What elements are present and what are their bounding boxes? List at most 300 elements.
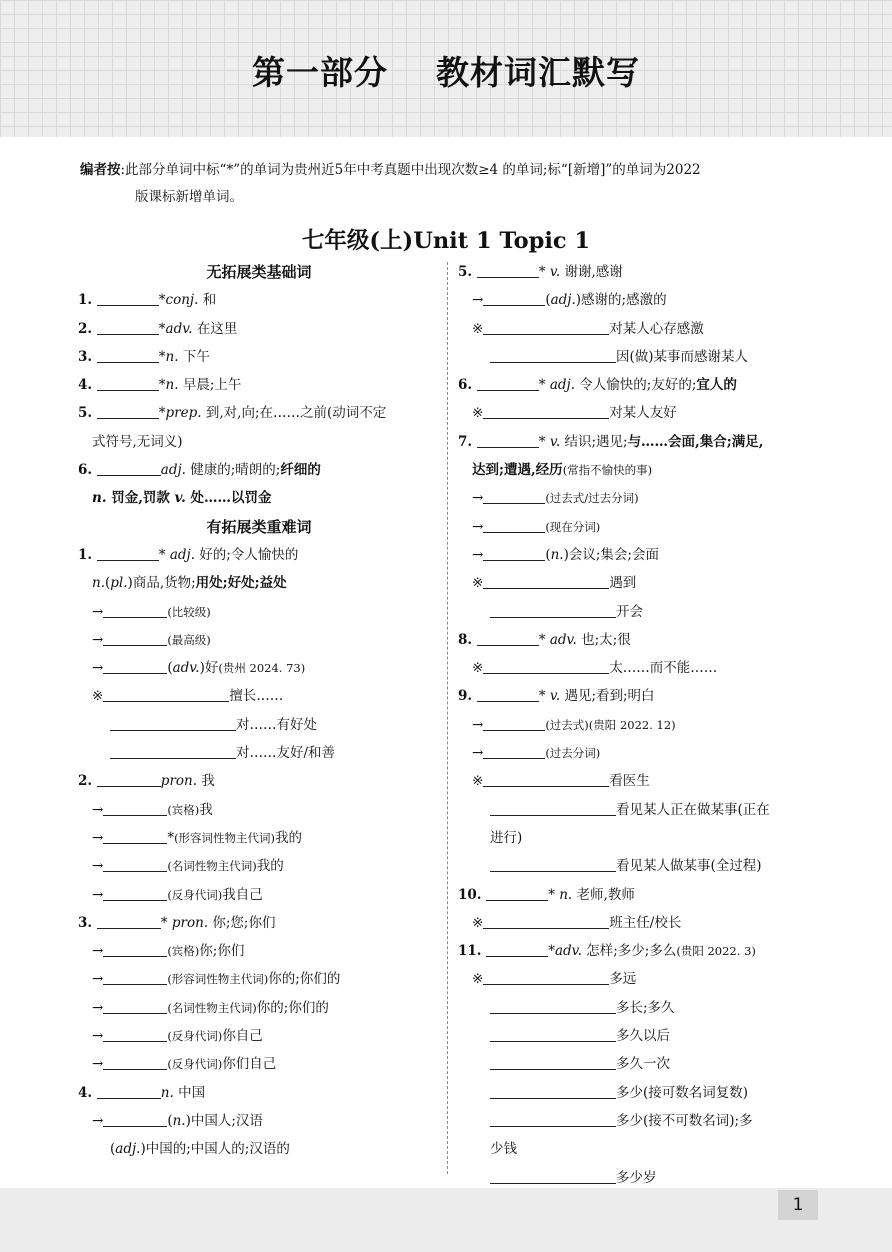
vocab-row	[458, 456, 820, 484]
vocab-text: *	[538, 433, 550, 450]
vocab-row	[458, 682, 820, 710]
answer-blank	[103, 998, 167, 1014]
vocab-row	[458, 428, 820, 456]
vocab-text: 班主任/校长	[609, 914, 682, 931]
answer-blank	[483, 403, 609, 419]
answer-blank	[477, 686, 539, 702]
vocab-text: 看见某人做某事(全过程)	[616, 858, 762, 875]
vocab-row	[78, 796, 440, 824]
vocab-row	[458, 1135, 820, 1163]
vocab-row	[78, 598, 440, 626]
answer-blank	[103, 828, 167, 844]
vocab-text: 我自己	[222, 886, 263, 903]
vocab-text: n.	[550, 546, 564, 563]
answer-blank	[490, 998, 616, 1014]
vocab-text: (宾格)	[167, 802, 200, 817]
vocab-text: 对某人友好	[609, 405, 677, 422]
vocab-row	[78, 682, 440, 710]
vocab-text: adj.	[549, 377, 576, 394]
vocab-text: *	[158, 546, 170, 563]
vocab-text: 纤细的	[280, 462, 321, 479]
vocab-text: 到,对,向;在……之前(动词不定	[201, 405, 387, 422]
vocab-text: 令人愉快的;友好的;	[575, 377, 697, 394]
vocab-text: 也;太;很	[576, 631, 631, 648]
vocab-text: 你;您;你们	[208, 914, 276, 931]
vocab-text: 好的;令人愉快的	[195, 546, 299, 563]
answer-blank	[483, 743, 545, 759]
vocab-row	[78, 286, 440, 314]
answer-blank	[97, 913, 161, 929]
vocab-text: 多长;多久	[616, 999, 675, 1016]
vocab-text: ※	[92, 688, 104, 705]
vocab-text: →	[472, 716, 484, 733]
vocab-text: 多少(接可数名词复数)	[616, 1084, 749, 1101]
answer-blank	[483, 913, 609, 929]
answer-blank	[103, 686, 229, 702]
answer-blank	[490, 1083, 616, 1099]
vocab-text: 多少(接不可数名词);多	[616, 1112, 753, 1129]
answer-blank	[103, 800, 167, 816]
vocab-text: adj.	[160, 462, 186, 479]
vocab-text: (贵阳 2022. 12)	[588, 717, 676, 732]
answer-blank	[483, 771, 609, 787]
vocab-text: 结识;遇见;	[560, 433, 628, 450]
vocab-text: v.	[549, 688, 561, 705]
answer-blank	[490, 1054, 616, 1070]
vocab-row	[458, 258, 820, 286]
part-label: 第一部分	[252, 53, 388, 92]
vocab-text: *	[538, 377, 550, 394]
vocab-row	[78, 315, 440, 343]
vocab-row	[458, 286, 820, 314]
vocab-text: 老师,教师	[572, 886, 635, 903]
vocab-text: 3.	[78, 914, 97, 931]
vocab-row	[458, 824, 820, 852]
vocab-text: (过去式)	[545, 717, 589, 732]
vocab-text: *	[158, 320, 166, 337]
vocab-text: →	[92, 971, 104, 988]
vocab-text: 我	[199, 801, 213, 818]
vocab-text: 太……而不能……	[609, 660, 718, 677]
vocab-text: (	[167, 660, 173, 677]
answer-blank	[490, 1168, 616, 1184]
vocab-text: (常指不愉快的事)	[562, 463, 653, 478]
vocab-row	[78, 541, 440, 569]
vocab-text: ※	[472, 320, 484, 337]
right-column	[458, 258, 820, 1192]
answer-blank	[103, 1054, 167, 1070]
vocab-row	[458, 1050, 820, 1078]
vocab-row	[458, 994, 820, 1022]
vocab-row	[78, 711, 440, 739]
vocab-text: 早晨;上午	[178, 377, 242, 394]
vocab-text: 2.	[78, 773, 97, 790]
vocab-row	[458, 484, 820, 512]
vocab-text: 看见某人正在做某事(正在	[616, 801, 770, 818]
vocab-row	[78, 937, 440, 965]
vocab-row	[458, 541, 820, 569]
vocab-text: (名词性物主代词)	[167, 1000, 257, 1015]
vocab-row	[458, 767, 820, 795]
vocab-text: v.	[549, 433, 561, 450]
vocab-text: 用处;好处;益处	[195, 575, 287, 592]
vocab-text: )	[177, 433, 183, 450]
vocab-text: *	[548, 886, 560, 903]
vocab-text: (反身代词)	[167, 887, 223, 902]
answer-blank	[97, 375, 159, 391]
vocab-row	[458, 343, 820, 371]
vocab-row	[78, 484, 440, 512]
answer-blank	[110, 743, 236, 759]
note-label: 编者按	[80, 162, 121, 178]
vocab-text: →	[92, 631, 104, 648]
vocab-text: )中国人;汉语	[185, 1112, 263, 1129]
vocab-text: *	[158, 292, 166, 309]
part-name: 教材词汇默写	[436, 53, 640, 92]
vocab-text: *	[538, 631, 550, 648]
vocab-text: (过去式/过去分词)	[545, 491, 639, 506]
vocab-row	[458, 399, 820, 427]
answer-blank	[483, 545, 545, 561]
vocab-text: 9.	[458, 688, 477, 705]
vocab-text: 开会	[616, 603, 643, 620]
vocab-text: →	[92, 943, 104, 960]
vocab-row	[458, 315, 820, 343]
vocab-row	[458, 1079, 820, 1107]
vocab-text: n.	[165, 377, 179, 394]
vocab-text: ※	[472, 575, 484, 592]
vocab-text: (	[105, 575, 111, 592]
vocab-row	[78, 881, 440, 909]
vocab-row	[78, 654, 440, 682]
vocab-row	[458, 598, 820, 626]
answer-blank	[486, 941, 548, 957]
vocab-text: ※	[472, 405, 484, 422]
vocab-text: conj.	[165, 292, 199, 309]
vocab-row	[458, 909, 820, 937]
vocab-text: 5.	[78, 405, 97, 422]
vocab-text: (最高级)	[167, 632, 211, 647]
vocab-text: →	[92, 829, 104, 846]
vocab-text: adj.	[169, 546, 196, 563]
answer-blank	[97, 545, 159, 561]
vocab-text: 与……会面,集合;满足,	[627, 433, 764, 450]
vocab-text: 进行)	[490, 829, 523, 846]
answer-blank	[103, 630, 167, 646]
vocab-text: 4.	[78, 1084, 97, 1101]
vocab-text: 我的	[256, 858, 284, 875]
answer-blank	[483, 715, 545, 731]
vocab-text: →	[472, 518, 484, 535]
vocab-row	[458, 371, 820, 399]
vocab-text: (比较级)	[167, 604, 211, 619]
vocab-text: →	[92, 1028, 104, 1045]
vocab-text: (贵阳 2022. 3)	[676, 944, 756, 959]
vocab-text: 你自己	[222, 1028, 263, 1045]
page-footer-band	[0, 1188, 892, 1252]
vocab-text: ※	[472, 914, 484, 931]
vocab-row	[78, 569, 440, 597]
vocab-row	[458, 569, 820, 597]
vocab-text: (反身代词)	[167, 1029, 223, 1044]
vocab-text: 3.	[78, 348, 97, 365]
vocab-row	[458, 881, 820, 909]
answer-blank	[477, 432, 539, 448]
answer-blank	[490, 347, 616, 363]
vocab-row	[78, 1079, 440, 1107]
vocab-text: *	[158, 348, 166, 365]
vocab-row	[78, 994, 440, 1022]
vocab-text: prep.	[165, 405, 202, 422]
vocab-text: (宾格)	[167, 944, 200, 959]
vocab-text: adv.	[172, 660, 200, 677]
vocab-text: 少钱	[490, 1141, 517, 1158]
answer-blank	[490, 602, 616, 618]
answer-blank	[97, 290, 159, 306]
vocab-text: →	[472, 292, 484, 309]
answer-blank	[97, 460, 161, 476]
vocab-text: (	[545, 292, 551, 309]
vocab-text: 对……友好/和善	[236, 745, 336, 762]
vocab-text: )感谢的;感激的	[575, 292, 667, 309]
vocab-text: 达到;遭遇,经历	[472, 462, 563, 479]
left-column	[78, 258, 440, 1164]
vocab-text: →	[92, 801, 104, 818]
vocab-text: ※	[472, 773, 484, 790]
page-title	[0, 48, 892, 98]
vocab-row	[78, 739, 440, 767]
answer-blank	[103, 885, 167, 901]
vocab-text: *	[160, 914, 172, 931]
vocab-text: 怎样;多少;多么	[581, 943, 677, 960]
vocab-row	[78, 852, 440, 880]
vocab-text: (	[545, 546, 551, 563]
vocab-text: 1.	[78, 292, 97, 309]
vocab-text: →	[92, 999, 104, 1016]
vocab-row	[78, 626, 440, 654]
vocab-text: n.	[160, 1084, 174, 1101]
vocab-text: (贵州 2024. 73)	[218, 661, 306, 676]
vocab-text: 多久以后	[616, 1028, 670, 1045]
answer-blank	[483, 969, 609, 985]
note-line-2: 版课标新增单词。	[135, 189, 243, 205]
vocab-text: 2.	[78, 320, 97, 337]
vocab-row	[78, 428, 440, 456]
vocab-text: 式符号,无词义	[92, 433, 178, 450]
vocab-text: 因(做)某事而感谢某人	[616, 348, 749, 365]
answer-blank	[490, 1026, 616, 1042]
vocab-row	[78, 824, 440, 852]
vocab-text: )好	[199, 660, 219, 677]
vocab-text: 处……以罚金	[185, 490, 272, 507]
answer-blank	[477, 375, 539, 391]
vocab-text: →	[472, 546, 484, 563]
vocab-text: →	[92, 660, 104, 677]
vocab-row	[458, 1107, 820, 1135]
vocab-text: 健康的;晴朗的;	[185, 462, 281, 479]
section-heading: 无拓展类基础词	[206, 263, 312, 281]
answer-blank	[483, 290, 545, 306]
vocab-row	[78, 371, 440, 399]
vocab-row	[458, 626, 820, 654]
vocab-row	[78, 399, 440, 427]
vocab-row	[458, 739, 820, 767]
vocab-text: (现在分词)	[545, 519, 601, 534]
vocab-text: *	[538, 264, 550, 280]
answer-blank	[97, 771, 161, 787]
vocab-text: 多久一次	[616, 1056, 670, 1073]
vocab-text: *	[158, 405, 166, 422]
vocab-text: pron.	[171, 914, 209, 931]
vocab-text: *	[548, 943, 555, 960]
vocab-text: adj.	[550, 292, 576, 309]
vocab-row	[78, 965, 440, 993]
vocab-text: 我的	[275, 829, 303, 846]
answer-blank	[490, 800, 616, 816]
answer-blank	[483, 658, 609, 674]
vocab-text: 罚金,罚款	[106, 490, 175, 507]
answer-blank	[477, 262, 539, 278]
vocab-row	[458, 1022, 820, 1050]
answer-blank	[103, 602, 167, 618]
vocab-text: →	[92, 1056, 104, 1073]
vocab-text: 多远	[609, 971, 637, 988]
vocab-row	[458, 711, 820, 739]
answer-blank	[103, 969, 167, 985]
vocab-text: 4.	[78, 377, 97, 394]
vocab-text: ※	[472, 660, 484, 677]
answer-blank	[483, 517, 545, 533]
answer-blank	[110, 715, 236, 731]
vocab-text: (	[167, 1112, 173, 1129]
answer-blank	[97, 319, 159, 335]
vocab-text: ※	[472, 971, 484, 988]
vocab-text: 中国	[173, 1084, 206, 1101]
vocab-text: adv.	[554, 943, 582, 960]
vocab-row	[78, 1022, 440, 1050]
vocab-text: )商品,货物;	[127, 575, 196, 592]
vocab-text: (形容词性物主代词)	[174, 830, 276, 845]
vocab-text: 遇见;看到;明白	[560, 688, 655, 705]
vocab-text: (过去分词)	[545, 746, 601, 761]
vocab-text: 10.	[458, 886, 487, 903]
column-divider	[447, 262, 448, 1174]
answer-blank	[103, 856, 167, 872]
note-line-1: :此部分单词中标“*”的单词为贵州近5年中考真题中出现次数≥4 的单词;标“[新增]”的单词为2022	[120, 162, 701, 178]
vocab-text: )会议;集会;会面	[563, 546, 659, 563]
vocab-row	[458, 965, 820, 993]
answer-blank	[483, 488, 545, 504]
vocab-text: n.	[92, 575, 105, 592]
vocab-text: →	[92, 858, 104, 875]
answer-blank	[103, 941, 167, 957]
vocab-text: n.	[172, 1112, 186, 1129]
vocab-text: 你的;你们的	[256, 999, 329, 1016]
vocab-text: n.	[92, 490, 107, 507]
vocab-text: *	[538, 688, 550, 705]
vocab-row	[78, 1107, 440, 1135]
vocab-text: →	[92, 603, 104, 620]
vocab-row	[458, 654, 820, 682]
vocab-text: (形容词性物主代词)	[167, 972, 269, 987]
vocab-text: →	[472, 745, 484, 762]
answer-blank	[97, 1083, 161, 1099]
vocab-text: →	[472, 490, 484, 507]
vocab-text: )中国的;中国人的;汉语的	[140, 1141, 290, 1158]
section-heading: 有拓展类重难词	[206, 517, 312, 536]
unit-title: 七年级(上)Unit 1 Topic 1	[301, 228, 591, 254]
vocab-text: 6.	[458, 377, 477, 394]
vocab-text: 8.	[458, 631, 477, 648]
vocab-text: adv.	[165, 320, 193, 337]
vocab-text: 我	[197, 773, 215, 790]
vocab-text: 你;你们	[199, 943, 245, 960]
vocab-text: pl.	[110, 575, 128, 592]
vocab-text: (反身代词)	[167, 1057, 223, 1072]
vocab-row	[78, 456, 440, 484]
vocab-row	[458, 937, 820, 965]
page-number: 1	[778, 1190, 818, 1220]
vocab-row	[78, 343, 440, 371]
vocab-row	[458, 796, 820, 824]
vocab-text: 谢谢,感谢	[560, 264, 623, 280]
vocab-text: 遇到	[609, 575, 637, 592]
answer-blank	[103, 1111, 167, 1127]
vocab-text: 在这里	[192, 320, 238, 337]
vocab-row	[458, 513, 820, 541]
vocab-text: *	[167, 829, 175, 846]
vocab-text: 你的;你们的	[268, 971, 341, 988]
vocab-row	[78, 1050, 440, 1078]
answer-blank	[97, 347, 159, 363]
vocab-text: 1.	[78, 546, 97, 563]
answer-blank	[490, 1111, 616, 1127]
vocab-text: n.	[165, 348, 179, 365]
vocab-text: 多少岁	[616, 1169, 657, 1186]
vocab-text: 下午	[178, 348, 210, 365]
vocab-text: 7.	[458, 433, 477, 450]
vocab-text: 和	[198, 292, 217, 309]
answer-blank	[97, 403, 159, 419]
answer-blank	[483, 573, 609, 589]
vocab-text: 11.	[458, 943, 487, 960]
answer-blank	[486, 885, 548, 901]
vocab-row	[78, 909, 440, 937]
vocab-text: 宜人的	[696, 377, 737, 394]
vocab-text: (名词性物主代词)	[167, 859, 257, 874]
vocab-text: 看医生	[609, 773, 650, 790]
vocab-row	[458, 852, 820, 880]
vocab-text: adv.	[549, 631, 577, 648]
vocab-row	[78, 767, 440, 795]
vocab-text: *	[158, 377, 166, 394]
answer-blank	[103, 1026, 167, 1042]
vocab-text: (	[110, 1141, 116, 1158]
answer-blank	[490, 856, 616, 872]
vocab-text: n.	[559, 886, 573, 903]
vocab-text: 擅长……	[229, 688, 284, 705]
vocab-text: 对某人心存感激	[609, 320, 704, 337]
vocab-text: v.	[549, 264, 561, 280]
vocab-text: 5.	[458, 264, 477, 280]
answer-blank	[477, 630, 539, 646]
vocab-text: 你们自己	[222, 1056, 277, 1073]
vocab-text: →	[92, 886, 104, 903]
vocab-text: →	[92, 1112, 104, 1129]
vocab-row	[78, 1135, 440, 1163]
answer-blank	[103, 658, 167, 674]
vocab-text: 对……有好处	[236, 716, 317, 733]
